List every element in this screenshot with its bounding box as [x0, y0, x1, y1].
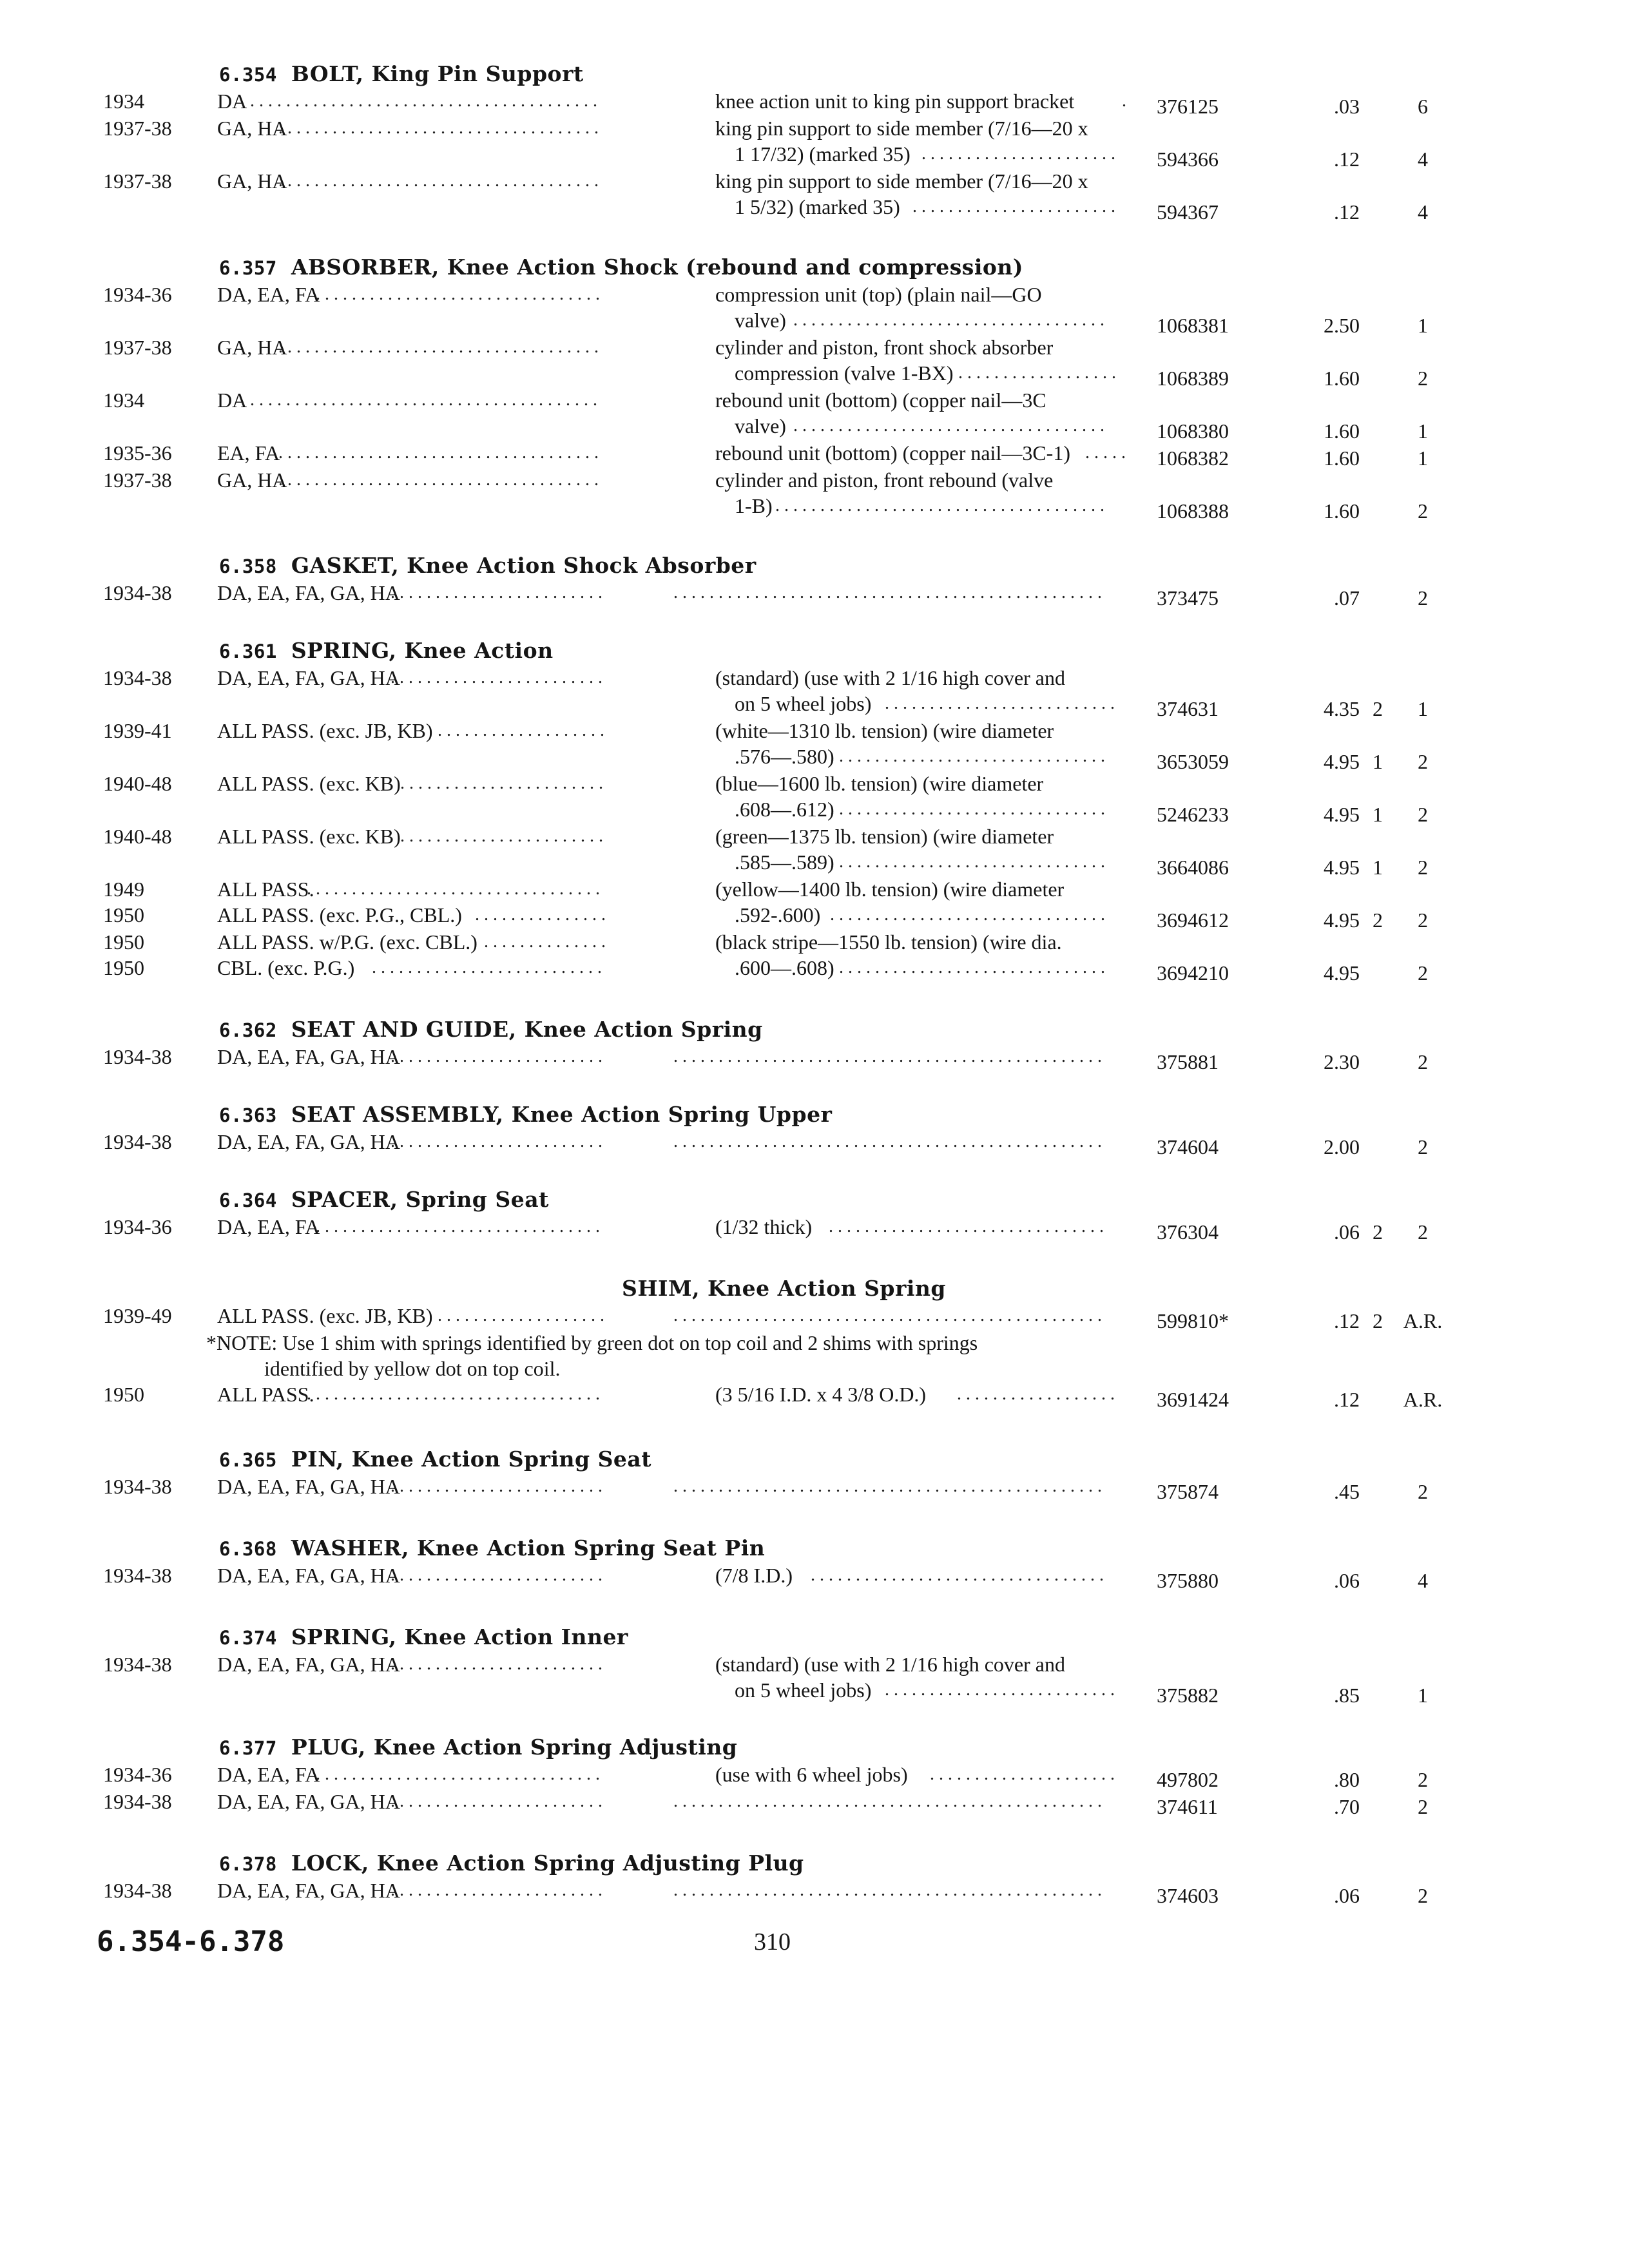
row-year: 1934	[103, 389, 144, 412]
row-description: valve)	[735, 414, 786, 437]
section-number: 6.357	[219, 257, 277, 279]
row-qty-2: 4	[1418, 1569, 1428, 1592]
section-title: SPRING, Knee Action	[291, 638, 554, 663]
row-description: knee action unit to king pin support bracket	[715, 90, 1075, 113]
row-qty-2: 2	[1418, 1220, 1428, 1244]
row-year: 1939-41	[103, 719, 172, 742]
row-qty-1: 2	[1373, 697, 1383, 720]
row-part-number: 3691424	[1157, 1388, 1229, 1411]
leader-dots: ..........................	[885, 693, 1119, 713]
row-description: compression unit (top) (plain nail—GO	[715, 283, 1042, 306]
row-part-number: 5246233	[1157, 803, 1229, 826]
section-number: 6.378	[219, 1853, 277, 1875]
row-price: 4.95	[1324, 856, 1360, 879]
row-part-number: 376125	[1157, 95, 1219, 118]
row-price: .06	[1334, 1884, 1360, 1907]
row-year: 1934-36	[103, 1215, 172, 1238]
row-year: 1940-48	[103, 825, 172, 848]
row-price: 4.95	[1324, 803, 1360, 826]
row-qty-2: A.R.	[1403, 1388, 1443, 1411]
row-description: 1-B)	[735, 494, 773, 517]
row-model: GA, HA	[217, 169, 287, 193]
row-qty-2: 2	[1418, 1768, 1428, 1791]
row-year: 1934-38	[103, 581, 172, 604]
leader-dots: ................................................	[673, 1476, 1106, 1496]
leader-dots: ................................	[316, 1216, 604, 1236]
row-price: .85	[1334, 1684, 1360, 1707]
section-heading	[219, 1102, 832, 1127]
leader-dots: ...................	[438, 1305, 609, 1325]
leader-dots: ...............................	[830, 799, 1110, 819]
row-price: .12	[1334, 148, 1360, 171]
footnote: identified by yellow dot on top coil.	[264, 1357, 561, 1380]
row-model: DA	[217, 90, 247, 113]
row-description: (yellow—1400 lb. tension) (wire diameter	[715, 878, 1065, 901]
row-description: (7/8 I.D.)	[715, 1564, 793, 1587]
row-year: 1937-38	[103, 468, 172, 492]
leader-dots: .................................	[811, 1565, 1108, 1585]
row-description: .608—.612)	[735, 798, 834, 821]
leader-dots: ..........................	[885, 1680, 1119, 1700]
section-heading	[219, 1535, 765, 1561]
row-description: .600—.608)	[735, 956, 834, 979]
row-year: 1934-36	[103, 1763, 172, 1786]
row-part-number: 1068388	[1157, 499, 1229, 523]
row-qty-2: 2	[1418, 961, 1428, 985]
row-qty-2: 2	[1418, 1884, 1428, 1907]
row-qty-2: 2	[1418, 586, 1428, 610]
row-price: 4.35	[1324, 697, 1360, 720]
row-qty-1: 2	[1373, 1220, 1383, 1244]
row-description: cylinder and piston, front shock absorber	[715, 336, 1054, 359]
row-model: ALL PASS. w/P.G. (exc. CBL.)	[217, 930, 477, 954]
row-description: cylinder and piston, front rebound (valve	[715, 468, 1054, 492]
row-description: (3 5/16 I.D. x 4 3/8 O.D.)	[715, 1383, 927, 1406]
row-qty-2: 2	[1418, 367, 1428, 390]
row-description: rebound unit (bottom) (copper nail—3C-1)	[715, 441, 1070, 465]
leader-dots: .................................	[307, 1384, 604, 1404]
row-year: 1950	[103, 956, 144, 979]
row-model: DA, EA, FA, GA, HA	[217, 1130, 400, 1153]
row-part-number: 1068389	[1157, 367, 1229, 390]
row-year: 1934-38	[103, 1045, 172, 1068]
section-number: 6.358	[219, 555, 277, 577]
section-heading	[219, 1850, 804, 1876]
leader-dots: ........................................	[241, 91, 602, 111]
row-description: (1/32 thick)	[715, 1215, 813, 1238]
row-model: ALL PASS. (exc. JB, KB)	[217, 719, 433, 742]
row-price: .70	[1334, 1795, 1360, 1818]
row-year: 1940-48	[103, 772, 172, 795]
row-description: .592-.600)	[735, 903, 821, 927]
footer-range: 6.354-6.378	[97, 1925, 285, 1958]
leader-dots: ................................................	[673, 1305, 1106, 1325]
row-part-number: 374603	[1157, 1884, 1219, 1907]
leader-dots: ....................................	[278, 337, 603, 357]
section-heading	[219, 1187, 549, 1212]
leader-dots: ....................................	[278, 470, 603, 490]
leader-dots: ....................................	[278, 443, 603, 463]
section-heading	[219, 61, 584, 86]
row-price: .06	[1334, 1220, 1360, 1244]
row-description: (black stripe—1550 lb. tension) (wire dia.	[715, 930, 1062, 954]
row-model: GA, HA	[217, 117, 287, 140]
leader-dots: ........................	[390, 582, 607, 602]
row-price: .03	[1334, 95, 1360, 118]
leader-dots: ................................................	[673, 1046, 1106, 1066]
row-qty-2: 2	[1418, 1135, 1428, 1158]
leader-dots: ...............	[475, 905, 610, 925]
row-price: 4.95	[1324, 908, 1360, 932]
row-part-number: 497802	[1157, 1768, 1219, 1791]
row-description: .585—.589)	[735, 850, 834, 874]
leader-dots: ................................................	[673, 1791, 1106, 1811]
row-qty-1: 1	[1373, 750, 1383, 773]
row-part-number: 375874	[1157, 1480, 1219, 1503]
row-price: 4.95	[1324, 750, 1360, 773]
leader-dots: ................................................	[673, 1131, 1106, 1151]
row-year: 1950	[103, 903, 144, 927]
leader-dots: ...............................	[830, 957, 1110, 977]
row-year: 1939-49	[103, 1304, 172, 1327]
row-qty-2: 1	[1418, 447, 1428, 470]
row-description: rebound unit (bottom) (copper nail—3C	[715, 389, 1046, 412]
row-part-number: 375881	[1157, 1050, 1219, 1073]
row-qty-2: 1	[1418, 314, 1428, 337]
row-year: 1934-38	[103, 1653, 172, 1676]
leader-dots: ..............	[484, 932, 610, 952]
row-year: 1949	[103, 878, 144, 901]
row-description: valve)	[735, 309, 786, 332]
row-price: 1.60	[1324, 419, 1360, 443]
row-model: DA, EA, FA, GA, HA	[217, 1879, 400, 1902]
row-model: DA, EA, FA, GA, HA	[217, 581, 400, 604]
row-part-number: 3664086	[1157, 856, 1229, 879]
row-description: (use with 6 wheel jobs)	[715, 1763, 908, 1786]
leader-dots: ..................	[957, 1384, 1119, 1404]
row-part-number: 599810*	[1157, 1309, 1229, 1332]
row-part-number: 375882	[1157, 1684, 1219, 1707]
row-price: 2.30	[1324, 1050, 1360, 1073]
row-part-number: 376304	[1157, 1220, 1219, 1244]
section-number: 6.361	[219, 640, 277, 662]
leader-dots: ........................	[390, 1476, 607, 1496]
row-price: .12	[1334, 200, 1360, 224]
leader-dots: ..........................	[372, 957, 606, 977]
leader-dots: ...............................	[830, 852, 1110, 872]
row-model: ALL PASS. (exc. KB)	[217, 772, 401, 795]
section-title: SEAT AND GUIDE, Knee Action Spring	[291, 1017, 763, 1042]
section-heading	[219, 1446, 651, 1472]
section-number: 6.368	[219, 1538, 277, 1560]
row-qty-1: 2	[1373, 908, 1383, 932]
row-model: DA, EA, FA, GA, HA	[217, 1564, 400, 1587]
row-description: king pin support to side member (7/16—20 x	[715, 169, 1088, 193]
leader-dots: ...............................	[830, 746, 1110, 766]
row-price: 4.95	[1324, 961, 1360, 985]
section-heading	[219, 1624, 628, 1649]
row-description: 1 5/32) (marked 35)	[735, 195, 900, 218]
row-year: 1950	[103, 1383, 144, 1406]
section-title: GASKET, Knee Action Shock Absorber	[291, 553, 757, 578]
row-description: on 5 wheel jobs)	[735, 1678, 872, 1702]
section-number: 6.364	[219, 1189, 277, 1211]
section-heading	[219, 255, 1023, 280]
row-part-number: 1068381	[1157, 314, 1229, 337]
section-heading	[219, 638, 554, 663]
row-qty-2: A.R.	[1403, 1309, 1443, 1332]
leader-dots: .....	[1085, 443, 1130, 463]
row-part-number: 373475	[1157, 586, 1219, 610]
row-price: 2.50	[1324, 314, 1360, 337]
section-title: SPACER, Spring Seat	[291, 1187, 549, 1212]
leader-dots: ....................................	[278, 118, 603, 138]
row-year: 1937-38	[103, 336, 172, 359]
row-year: 1934-38	[103, 1879, 172, 1902]
row-year: 1934-38	[103, 1790, 172, 1813]
row-qty-2: 2	[1418, 803, 1428, 826]
leader-dots: ........................	[390, 1654, 607, 1674]
section-number: 6.362	[219, 1019, 277, 1041]
row-part-number: 594366	[1157, 148, 1219, 171]
row-qty-2: 2	[1418, 499, 1428, 523]
row-model: EA, FA	[217, 441, 280, 465]
leader-dots: .......................	[912, 197, 1120, 216]
row-part-number: 594367	[1157, 200, 1219, 224]
row-qty-2: 2	[1418, 856, 1428, 879]
row-description: king pin support to side member (7/16—20 x	[715, 117, 1088, 140]
section-title: LOCK, Knee Action Spring Adjusting Plug	[291, 1850, 804, 1876]
row-qty-1: 1	[1373, 803, 1383, 826]
row-model: DA, EA, FA, GA, HA	[217, 1653, 400, 1676]
leader-dots: ................................	[316, 284, 604, 304]
section-title: PLUG, Knee Action Spring Adjusting	[291, 1735, 738, 1760]
leader-dots: ........................	[390, 1880, 607, 1900]
row-year: 1937-38	[103, 169, 172, 193]
leader-dots: ........................	[390, 1046, 607, 1066]
row-price: .07	[1334, 586, 1360, 610]
section-number: 6.374	[219, 1627, 277, 1649]
row-model: ALL PASS. (exc. JB, KB)	[217, 1304, 433, 1327]
leader-dots: .	[1122, 91, 1131, 111]
footnote: *NOTE: Use 1 shim with springs identified by green dot on top coil and 2 shims with springs	[206, 1331, 978, 1354]
row-qty-2: 1	[1418, 697, 1428, 720]
leader-dots: ........................................	[241, 390, 602, 410]
row-price: 1.60	[1324, 499, 1360, 523]
row-model: GA, HA	[217, 468, 287, 492]
row-price: .80	[1334, 1768, 1360, 1791]
row-part-number: 374631	[1157, 697, 1219, 720]
row-part-number: 374611	[1157, 1795, 1218, 1818]
row-price: .06	[1334, 1569, 1360, 1592]
row-description: compression (valve 1-BX)	[735, 361, 954, 385]
row-part-number: 1068380	[1157, 419, 1229, 443]
row-part-number: 3653059	[1157, 750, 1229, 773]
leader-dots: ................................	[316, 1764, 604, 1784]
row-description: (green—1375 lb. tension) (wire diameter	[715, 825, 1054, 848]
leader-dots: .......................	[400, 826, 608, 846]
row-model: DA, EA, FA	[217, 1763, 320, 1786]
row-model: DA, EA, FA, GA, HA	[217, 666, 400, 689]
row-description: (blue—1600 lb. tension) (wire diameter	[715, 772, 1044, 795]
row-price: 1.60	[1324, 447, 1360, 470]
row-model: DA, EA, FA, GA, HA	[217, 1790, 400, 1813]
section-title: SEAT ASSEMBLY, Knee Action Spring Upper	[291, 1102, 833, 1127]
section-title: SHIM, Knee Action Spring	[622, 1276, 946, 1301]
row-description: on 5 wheel jobs)	[735, 692, 872, 715]
leader-dots: .................................	[307, 879, 604, 899]
leader-dots: ...................................	[793, 310, 1109, 330]
row-model: ALL PASS.	[217, 1383, 314, 1406]
row-qty-2: 4	[1418, 148, 1428, 171]
section-heading	[219, 553, 757, 578]
section-heading	[622, 1276, 946, 1301]
row-year: 1935-36	[103, 441, 172, 465]
section-title: WASHER, Knee Action Spring Seat Pin	[291, 1535, 766, 1561]
leader-dots: ...............................	[830, 905, 1110, 925]
row-year: 1950	[103, 930, 144, 954]
row-price: .12	[1334, 1388, 1360, 1411]
row-model: DA, EA, FA	[217, 1215, 320, 1238]
section-heading	[219, 1735, 737, 1760]
row-year: 1934-36	[103, 283, 172, 306]
row-qty-2: 2	[1418, 750, 1428, 773]
row-year: 1937-38	[103, 117, 172, 140]
row-qty-2: 1	[1418, 419, 1428, 443]
row-year: 1934-38	[103, 1130, 172, 1153]
section-title: BOLT, King Pin Support	[291, 61, 584, 86]
section-number: 6.365	[219, 1449, 277, 1471]
leader-dots: ...................	[438, 720, 609, 740]
row-qty-2: 2	[1418, 1795, 1428, 1818]
leader-dots: ........................	[390, 1131, 607, 1151]
row-qty-2: 2	[1418, 1050, 1428, 1073]
row-model: DA	[217, 389, 247, 412]
leader-dots: ...............................	[829, 1216, 1108, 1236]
leader-dots: ...................................	[793, 416, 1109, 436]
row-price: 1.60	[1324, 367, 1360, 390]
leader-dots: ........................	[390, 1791, 607, 1811]
leader-dots: ........................	[390, 668, 607, 687]
leader-dots: .......................	[400, 773, 608, 793]
row-year: 1934-38	[103, 1475, 172, 1498]
row-model: GA, HA	[217, 336, 287, 359]
row-model: ALL PASS.	[217, 878, 314, 901]
footer-page-number: 310	[754, 1928, 791, 1956]
row-model: ALL PASS. (exc. P.G., CBL.)	[217, 903, 462, 927]
row-qty-1: 1	[1373, 856, 1383, 879]
leader-dots: ......................	[921, 144, 1120, 164]
row-price: 2.00	[1324, 1135, 1360, 1158]
row-model: CBL. (exc. P.G.)	[217, 956, 355, 979]
row-model: DA, EA, FA, GA, HA	[217, 1045, 400, 1068]
row-qty-2: 6	[1418, 95, 1428, 118]
row-qty-2: 2	[1418, 908, 1428, 932]
row-year: 1934	[103, 90, 144, 113]
row-price: .12	[1334, 1309, 1360, 1332]
section-title: PIN, Knee Action Spring Seat	[291, 1446, 652, 1472]
row-description: (standard) (use with 2 1/16 high cover and	[715, 666, 1065, 689]
section-title: ABSORBER, Knee Action Shock (rebound and compression)	[291, 255, 1024, 280]
leader-dots: ................................................	[673, 1880, 1106, 1900]
row-qty-2: 2	[1418, 1480, 1428, 1503]
row-part-number: 375880	[1157, 1569, 1219, 1592]
section-number: 6.377	[219, 1737, 277, 1759]
row-part-number: 1068382	[1157, 447, 1229, 470]
row-qty-1: 2	[1373, 1309, 1383, 1332]
row-description: .576—.580)	[735, 745, 834, 768]
row-part-number: 374604	[1157, 1135, 1219, 1158]
row-price: .45	[1334, 1480, 1360, 1503]
section-title: SPRING, Knee Action Inner	[291, 1624, 628, 1649]
section-heading	[219, 1017, 763, 1042]
row-description: (white—1310 lb. tension) (wire diameter	[715, 719, 1054, 742]
row-description: 1 17/32) (marked 35)	[735, 142, 911, 166]
row-year: 1934-38	[103, 666, 172, 689]
row-year: 1934-38	[103, 1564, 172, 1587]
leader-dots: .....................	[930, 1764, 1119, 1784]
leader-dots: ................................................	[673, 582, 1106, 602]
row-qty-2: 1	[1418, 1684, 1428, 1707]
row-model: DA, EA, FA, GA, HA	[217, 1475, 400, 1498]
row-qty-2: 4	[1418, 200, 1428, 224]
leader-dots: ....................................	[278, 171, 603, 191]
leader-dots: .....................................	[775, 495, 1109, 515]
section-number: 6.363	[219, 1104, 277, 1126]
leader-dots: ........................	[390, 1565, 607, 1585]
row-description: (standard) (use with 2 1/16 high cover and	[715, 1653, 1065, 1676]
leader-dots: ..................	[958, 363, 1121, 383]
row-part-number: 3694612	[1157, 908, 1229, 932]
row-model: DA, EA, FA	[217, 283, 320, 306]
row-model: ALL PASS. (exc. KB)	[217, 825, 401, 848]
section-number: 6.354	[219, 64, 277, 86]
row-part-number: 3694210	[1157, 961, 1229, 985]
